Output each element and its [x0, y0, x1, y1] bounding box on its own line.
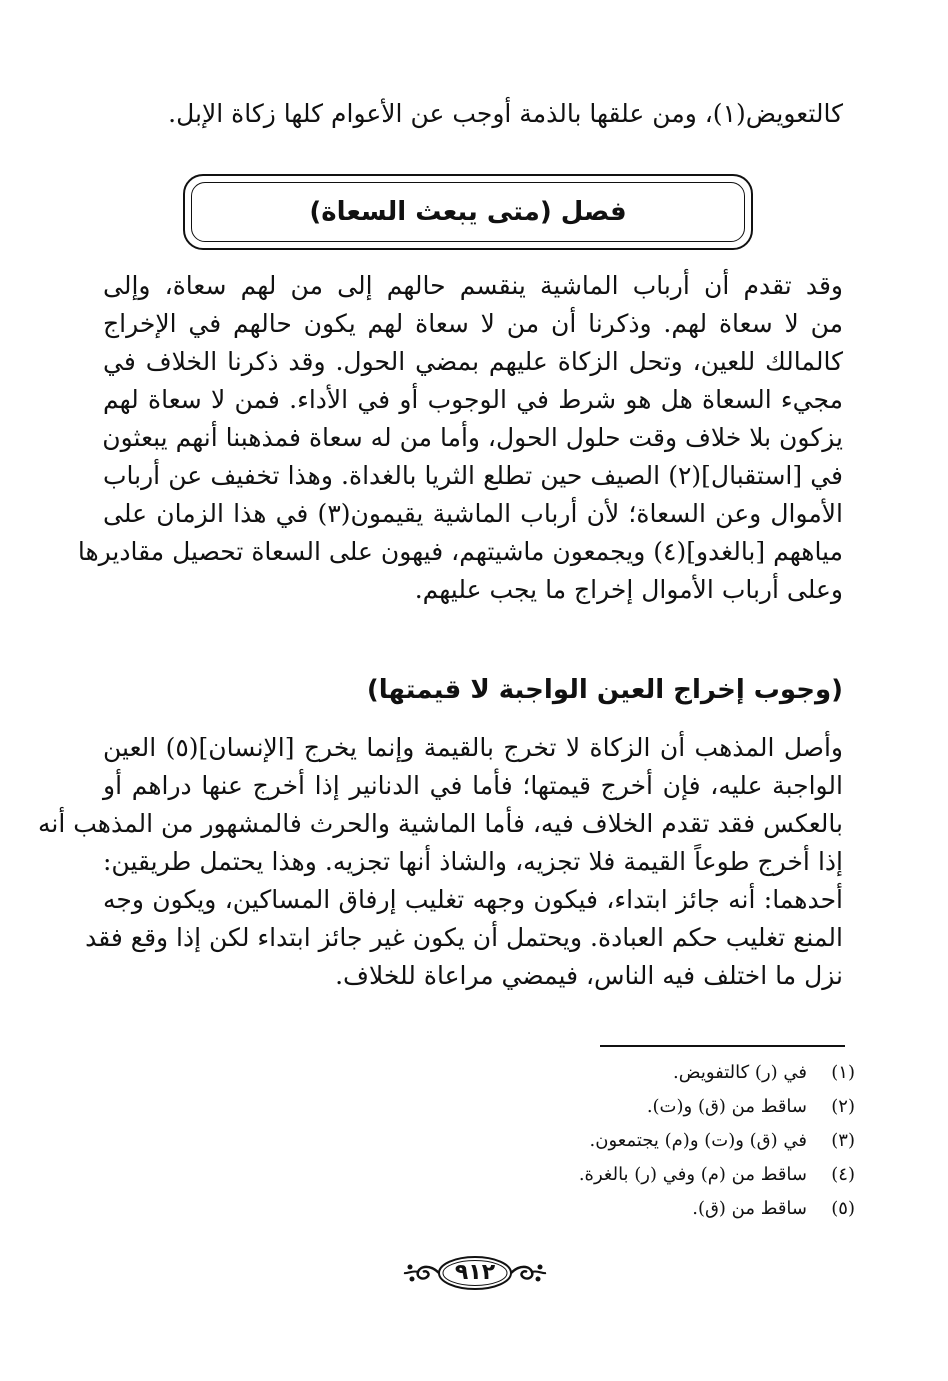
paragraph-line: وعلى أرباب الأموال إخراج ما يجب عليهم. [414, 575, 843, 604]
footnote [355, 1126, 855, 1156]
paragraph-line: وأصل المذهب أن الزكاة لا تخرج بالقيمة وإنما يخرج [الإنسان](٥) العين [103, 733, 843, 762]
paragraph-line: مياههم [بالغدو](٤) ويجمعون ماشيتهم، فيهون على السعاة تحصيل مقاديرها [77, 537, 843, 566]
footnote-text: ساقط من (ق) و(ت). [646, 1096, 807, 1117]
footnote-number: (٤) [831, 1164, 855, 1185]
paragraph-line: المنع تغليب حكم العبادة. ويحتمل أن يكون غير جائز ابتداء لكن إذا وقع فقد [85, 923, 843, 952]
footnote-number: (٥) [831, 1198, 855, 1219]
paragraph-line: الواجبة عليه، فإن أخرج قيمتها؛ فأما في الدنانير إذا أخرج عنها دراهم أو [103, 771, 843, 800]
paragraph-line: من لا سعاة لهم. وذكرنا أن من لا سعاة لهم يكون حالهم في الإخراج [103, 309, 843, 338]
footnote-text: في (ق) و(ت) و(م) يجتمعون. [589, 1130, 807, 1151]
footnote [355, 1058, 855, 1088]
paragraph-line: وقد تقدم أن أرباب الماشية ينقسم حالهم إلى من لهم سعاة، وإلى [103, 271, 843, 300]
subheading: (وجوب إخراج العين الواجبة لا قيمتها) [366, 675, 843, 705]
footnote-number: (٢) [831, 1096, 855, 1117]
footnote [355, 1194, 855, 1224]
footnote-text: في (ر) كالتفويض. [673, 1062, 807, 1083]
paragraph-line: نزل ما اختلف فيه الناس، فيمضي مراعاة للخلاف. [335, 961, 843, 990]
paragraph-line: يزكون بلا خلاف وقت حلول الحول، وأما من له سعاة فمذهبنا أنهم يبعثون [102, 423, 843, 452]
page-number-ornament [400, 1252, 550, 1296]
footnote-number: (١) [831, 1062, 855, 1083]
paragraph-line: أحدهما: أنه جائز ابتداء، فيكون وجهه تغليب إرفاق المساكين، ويكون وجه [103, 885, 843, 914]
paragraph-line: مجيء السعاة هل هو شرط في الوجوب أو في الأداء. فمن لا سعاة لهم [103, 385, 843, 414]
paragraph-line: كالمالك للعين، وتحل الزكاة عليهم بمضي الحول. وقد ذكرنا الخلاف في [103, 347, 843, 376]
paragraph-line: الأموال وعن السعاة؛ لأن أرباب الماشية يقيمون(٣) في هذا الزمان على [103, 499, 844, 528]
footnote-text: ساقط من (م) وفي (ر) بالغرة. [578, 1164, 807, 1185]
footnote-text: ساقط من (ق). [692, 1198, 807, 1219]
paragraph-line: إذا أخرج طوعاً القيمة فلا تجزيه، والشاذ أنها تجزيه. وهذا يحتمل طريقين: [103, 847, 843, 876]
section-title-frame [183, 174, 753, 250]
paragraph-line: بالعكس فقد تقدم الخلاف فيه، فأما الماشية والحرث فالمشهور من المذهب أنه [37, 809, 843, 838]
continuation-line: كالتعويض(١)، ومن علقها بالذمة أوجب عن الأعوام كلها زكاة الإبل. [168, 99, 843, 128]
page-number: ٩١٢ [454, 1260, 496, 1285]
footnote-number: (٣) [831, 1130, 855, 1151]
section-title: فصل (متى يبعث السعاة) [309, 197, 627, 227]
footnote [355, 1092, 855, 1122]
footnote-divider [600, 1045, 845, 1047]
paragraph-line: في [استقبال](٢) الصيف حين تطلع الثريا بالغداة. وهذا تخفيف عن أرباب [103, 461, 843, 490]
footnote [355, 1160, 855, 1190]
